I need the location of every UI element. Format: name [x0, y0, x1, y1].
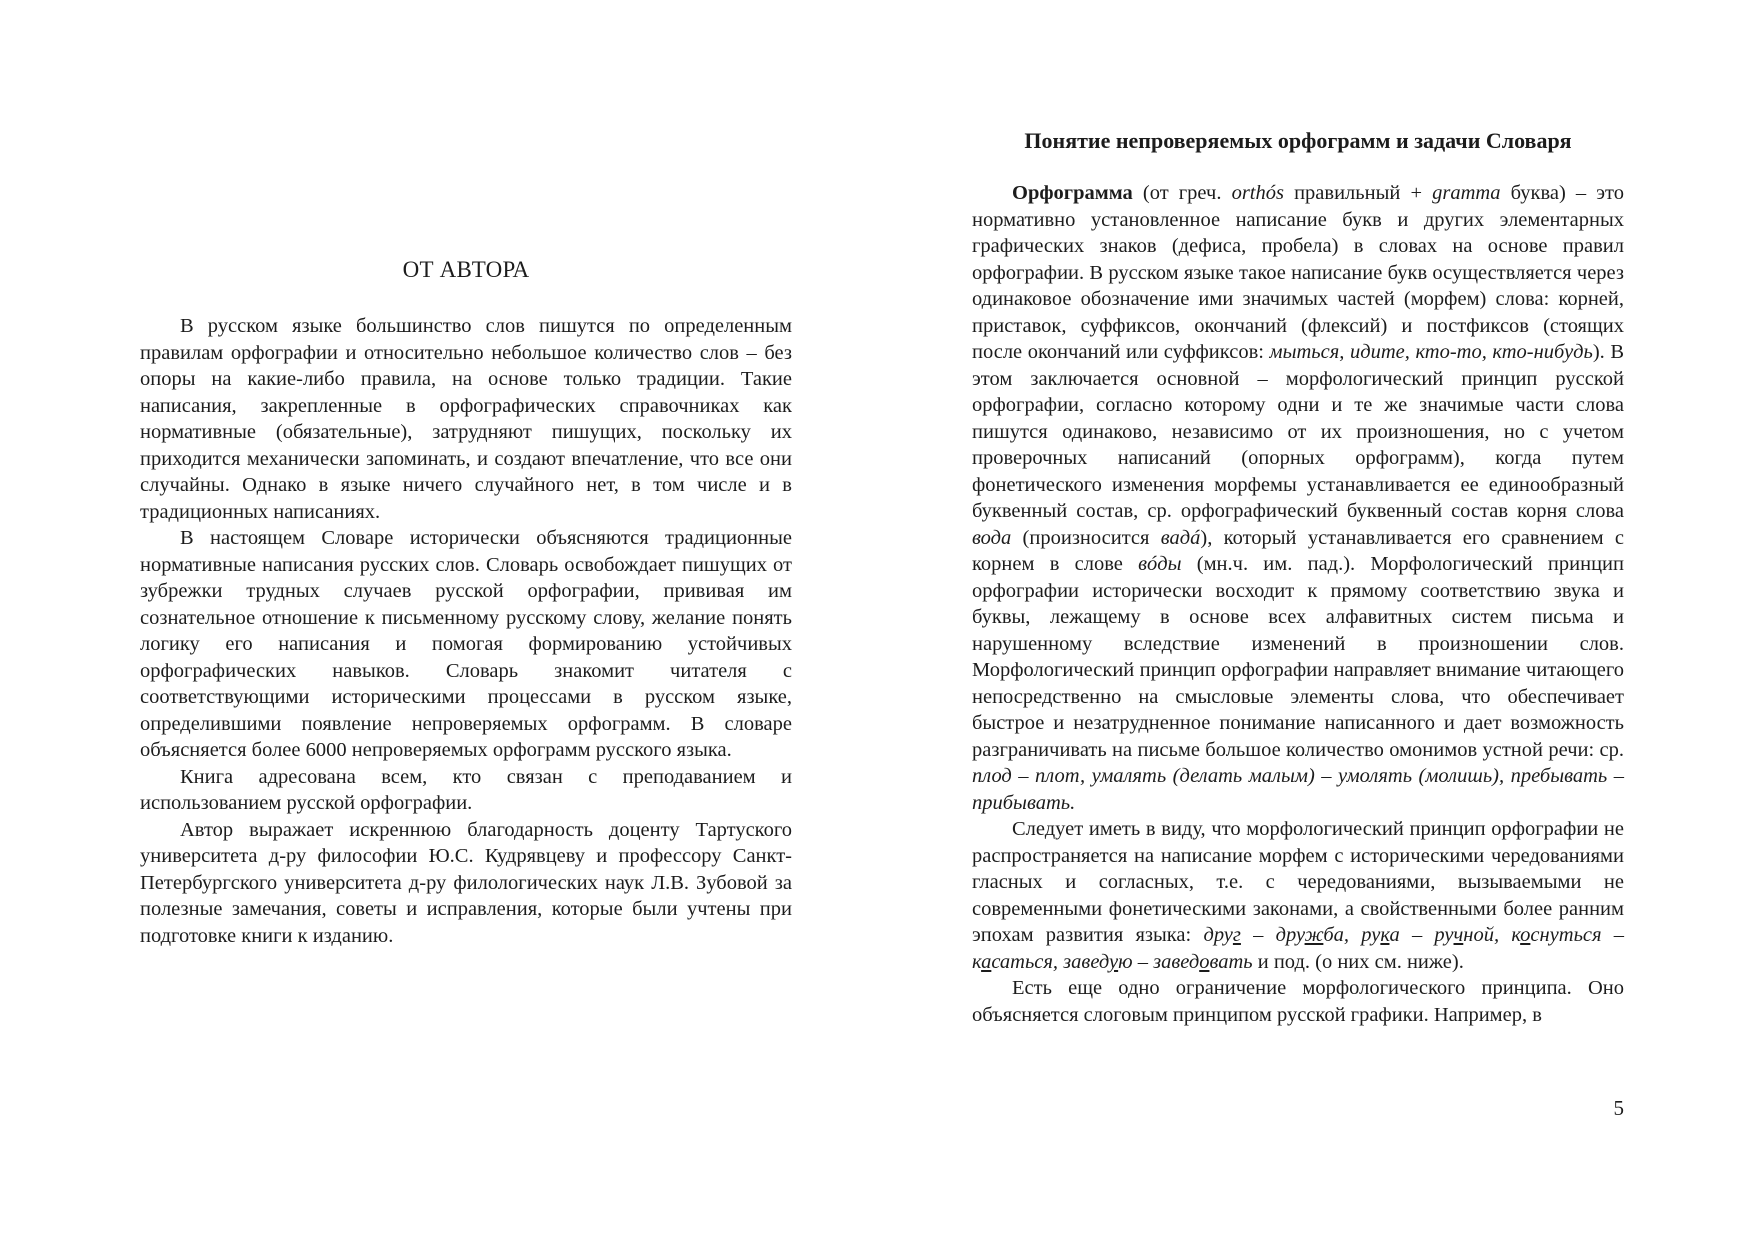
term-orfogramma: Орфограмма	[1012, 182, 1133, 204]
page-number: 5	[1613, 1096, 1624, 1120]
example-words: друг – дружба, рука – ручной, коснуться – касаться, заведую – заведовать	[972, 924, 1624, 973]
paragraph: Книга адресована всем, кто связан с преподаванием и использованием русской орфографии.	[140, 765, 792, 814]
left-page-title: ОТ АВТОРА	[402, 257, 530, 282]
right-page-title: Понятие непроверяемых орфограмм и задачи Словаря	[1024, 128, 1572, 153]
right-page-body	[972, 180, 1624, 1028]
paragraph: В настоящем Словаре исторически объясняются традиционные нормативные написания русских слов. Словарь освобождает пишущих от зубрежки трудных случаев русской орфографии, прививая им сознательное отношение к письменному русскому слову, желание понять логику его написания и помогая формированию устойчивых орфографических навыков. Словарь знакомит читателя с соответствующими историческими процессами в русском языке, определившими появление непроверяемых орфограмм. В словаре объясняется более 6000 непроверяемых орфограмм русского языка.	[140, 527, 792, 761]
paragraph: Автор выражает искреннюю благодарность доценту Тартуского университета д-ру философии Ю.С. Кудрявцеву и профессору Санкт-Петербургского университета д-ру филологических наук Л.В. Зубовой за полезные замечания, советы и исправления, которые были учтены при подготовке книги к изданию.	[140, 818, 792, 947]
paragraph: Есть еще одно ограничение морфологического принципа. Оно объясняется слоговым принципом русской графики. Например, в	[972, 977, 1624, 1026]
paragraph-alternations: Следует иметь в виду, что морфологический принцип орфографии не распространяется на написание морфем с историческими чередованиями гласных и согласных, т.е. с чередованиями, вызываемыми не современными фонетическими законами, а свойственными более ранним эпохам развития языка: друг – дружба, рука – ручной, коснуться – касаться, заведую – заведовать и под. (о них см. ниже).	[972, 818, 1624, 973]
paragraph: В русском языке большинство слов пишутся по определенным правилам орфографии и относительно небольшое количество слов – без опоры на какие-либо правила, на основе только традиции. Такие написания, закрепленные в орфографических справочниках как нормативные (обязательные), затрудняют пишущих, поскольку их приходится механически запоминать, и создают впечатление, что все они случайны. Однако в языке ничего случайного нет, в том числе и в традиционных написаниях.	[140, 315, 792, 523]
left-page-body	[140, 313, 792, 949]
paragraph-orfogramma: Орфограмма (от греч. orthós правильный + gramma буква) – это нормативно установленное написание букв и других элементарных графических знаков (дефиса, пробела) в словах на основе правил орфографии. В русском языке такое написание букв осуществляется через одинаковое обозначение ими значимых частей (морфем) слова: корней, приставок, суффиксов, окончаний (флексий) и постфиксов (стоящих после окончаний или суффиксов: мыться, идите, кто-то, кто-нибудь). В этом заключается основной – морфологический принцип русской орфографии, согласно которому одни и те же значимые части слова пишутся одинаково, независимо от их произношения, но с учетом проверочных написаний (опорных орфограмм), когда путем фонетического изменения морфемы устанавливается ее единообразный буквенный состав, ср. орфографический буквенный состав корня слова вода (произносится вадá), который устанавливается его сравнением с корнем в слове вóды (мн.ч. им. пад.). Морфологический принцип орфографии исторически восходит к прямому соответствию звука и буквы, лежащему в основе всех алфавитных систем письма и нарушенному вследствие изменений в произношении слов. Морфологический принцип орфографии направляет внимание читающего непосредственно на смысловые элементы слова, что обеспечивает быстрое и незатрудненное понимание написанного и дает возможность разграничивать на письме большое количество омонимов устной речи: ср. плод – плот, умалять (делать малым) – умолять (молишь), пребывать – прибывать.	[972, 182, 1625, 814]
